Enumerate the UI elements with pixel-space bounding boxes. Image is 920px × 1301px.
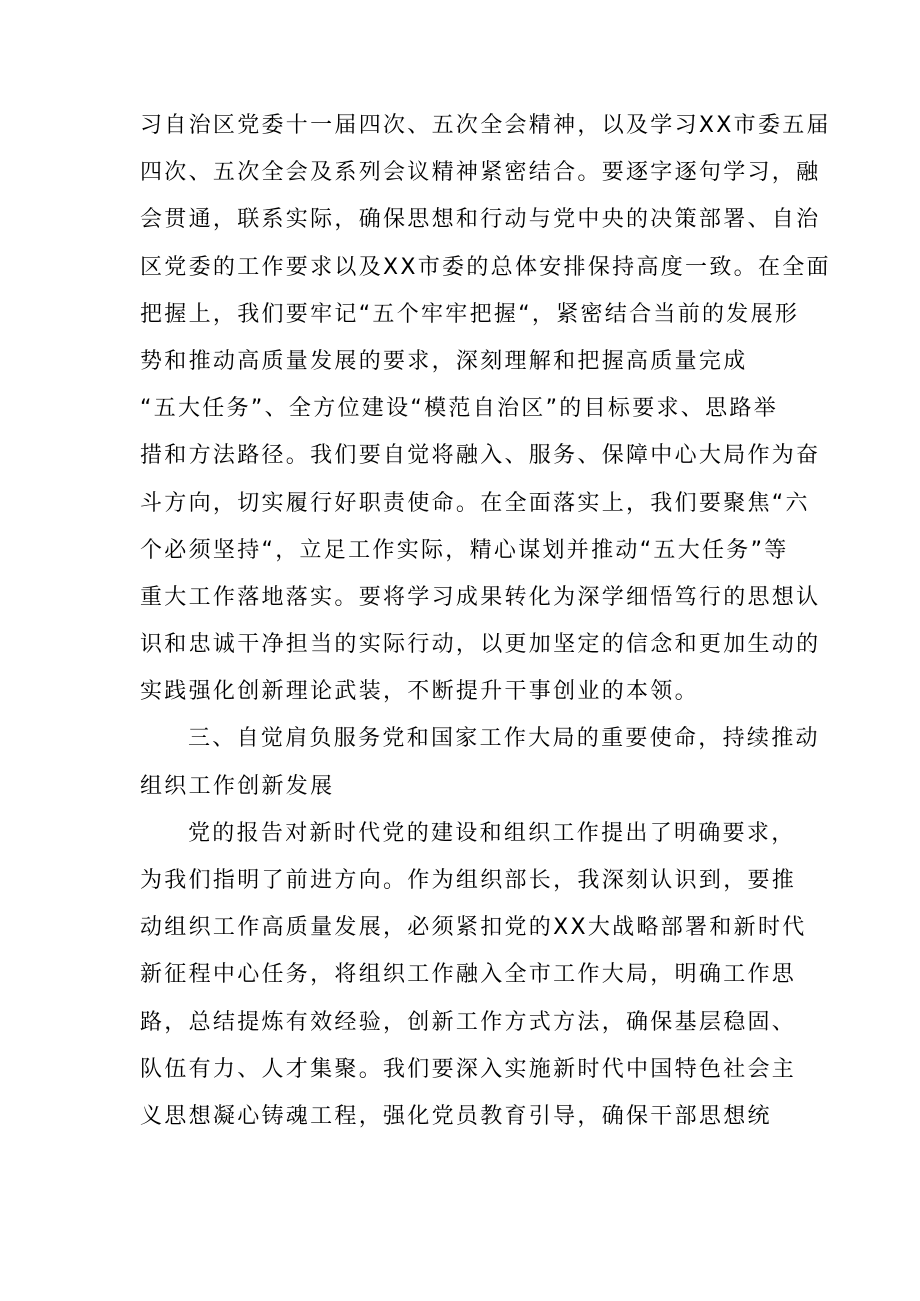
section-heading-line-2: 组织工作创新发展 [140, 773, 335, 799]
body-line-16: 动组织工作高质量发展，必须紧扣党的XX大战略部署和新时代 [140, 915, 807, 941]
body-line-10: 个必须坚持“，立足工作实际，精心谋划并推动“五大任务”等 [140, 537, 789, 563]
body-line-9: 斗方向，切实履行好职责使命。在全面落实上，我们要聚焦“六 [140, 490, 810, 516]
body-line-17: 新征程中心任务，将组织工作融入全市工作大局，明确工作思 [140, 962, 797, 988]
body-line-12: 识和忠诚干净担当的实际行动，以更加坚定的信念和更加生动的 [140, 632, 821, 658]
body-line-3: 会贯通，联系实际，确保思想和行动与党中央的决策部署、自治 [140, 207, 821, 233]
body-line-1: 习自治区党委十一届四次、五次全会精神，以及学习XX市委五届 [140, 113, 831, 138]
body-line-15: 为我们指明了前进方向。作为组织部长，我深刻认识到，要推 [140, 868, 797, 893]
body-line-13: 实践强化创新理论武装，不断提升干事创业的本领。 [140, 679, 699, 705]
body-line-5: 把握上，我们要牢记“五个牢牢把握“，紧密结合当前的发展形 [140, 301, 800, 327]
section-heading-line-1: 三、自觉肩负服务党和国家工作大局的重要使命，持续推动 [188, 726, 820, 752]
document-body [140, 102, 831, 1140]
body-line-18: 路，总结提炼有效经验，创新工作方式方法，确保基层稳固、 [140, 1009, 797, 1035]
body-line-2: 四次、五次全会及系列会议精神紧密结合。要逐字逐句学习，融 [140, 160, 821, 186]
body-line-8: 措和方法路径。我们要自觉将融入、服务、保障中心大局作为奋 [140, 443, 821, 469]
body-line-14: 党的报告对新时代党的建设和组织工作提出了明确要求， [188, 820, 796, 846]
body-line-19: 队伍有力、人才集聚。我们要深入实施新时代中国特色社会主 [140, 1056, 797, 1082]
body-line-7: “五大任务”、全方位建设“模范自治区”的目标要求、思路举 [140, 396, 778, 422]
body-line-20: 义思想凝心铸魂工程，强化党员教育引导，确保干部思想统 [140, 1103, 772, 1129]
body-line-4: 区党委的工作要求以及XX市委的总体安排保持高度一致。在全面 [140, 254, 831, 280]
body-line-11: 重大工作落地落实。要将学习成果转化为深学细悟笃行的思想认 [140, 584, 821, 610]
body-line-6: 势和推动高质量发展的要求，深刻理解和把握高质量完成 [140, 348, 748, 374]
